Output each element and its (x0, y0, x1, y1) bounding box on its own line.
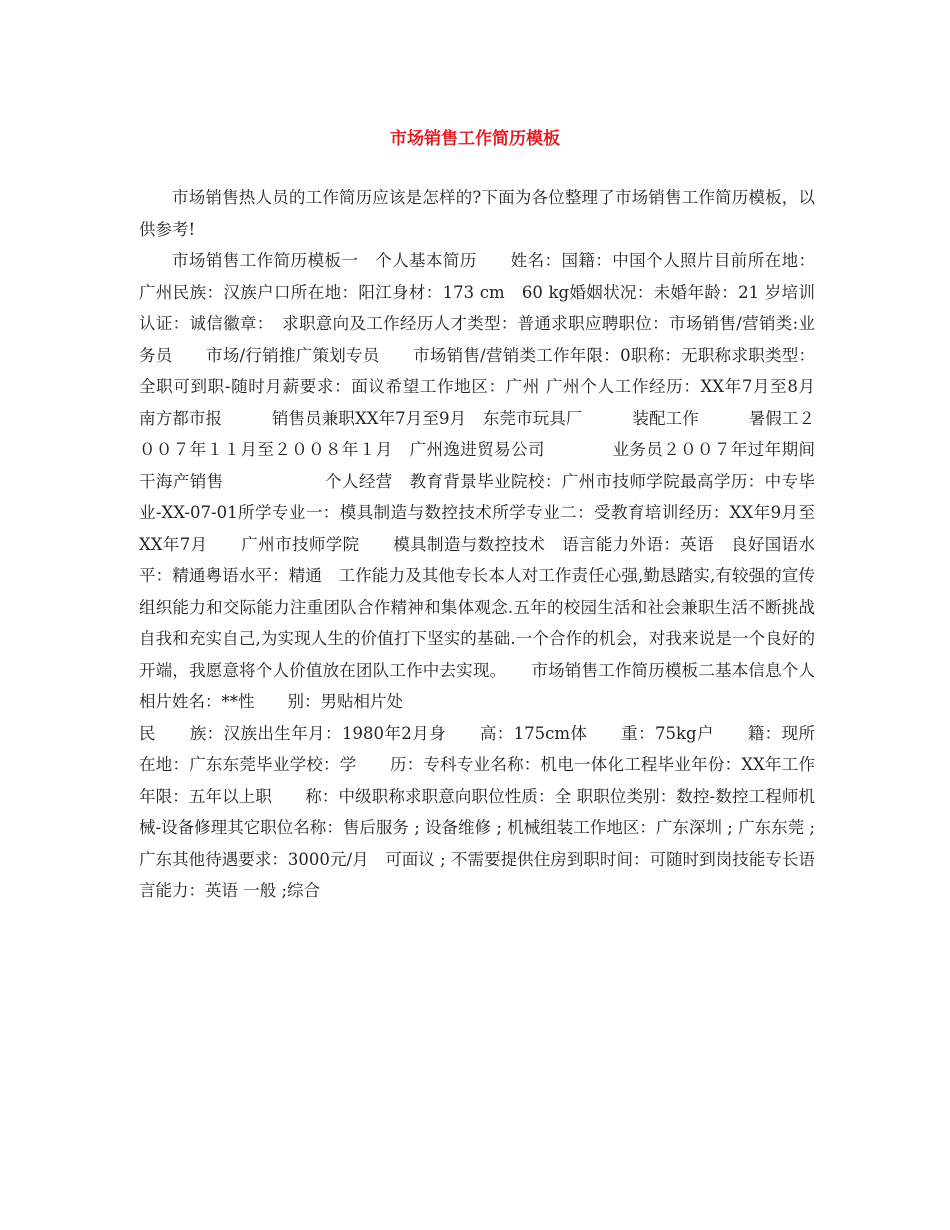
paragraph-intro: 市场销售热人员的工作简历应该是怎样的?下面为各位整理了市场销售工作简历模板，以供参考! (139, 188, 815, 239)
document-title: 市场销售工作简历模板 (390, 129, 560, 149)
paragraph-template-two: 民 族：汉族出生年月：1980年2月身 高：175cm体 重：75kg户 籍：现所在地：广东东莞毕业学校：学 历：专科专业名称：机电一体化工程毕业年份：XX年工作年限：五年以上职 称：中级职称求职意向职位性质：全 职职位类别：数控-数控工程师机械-设备修理其它职位名称：售后服务 ; 设备维修 ; 机械组装工作地区：广东深圳 ; 广东东莞 ; 广东其他待遇要求：3000元/月 可面议 ; 不需要提供住房到职时间：可随时到岗技能专长语言能力：英语 一般 ;综合 (139, 723, 815, 900)
document-body (139, 182, 832, 907)
paragraph-template-one: 市场销售工作简历模板一 个人基本简历 姓名：国籍：中国个人照片目前所在地：广州民族：汉族户口所在地：阳江身材：173 cm 60 kg婚姻状况：未婚年龄：21 岁培训认证：诚信徽章： 求职意向及工作经历人才类型：普通求职应聘职位：市场销售/营销类:业务员 市场/行销推广策划专员 市场销售/营销类工作年限：0职称：无职称求职类型：全职可到职-随时月薪要求：面议希望工作地区：广州 广州个人工作经历：XX年7月至8月 南方都市报 销售员兼职XX年7月至9月 东莞市玩具厂 装配工作 暑假工２００７年１１月至２００８年１月 广州逸进贸易公司 业务员２００７年过年期间干海产销售 个人经营 教育背景毕业院校：广州市技师学院最高学历：中专毕业-XX-07-01所学专业一：模具制造与数控技术所学专业二：受教育培训经历：XX年9月至XX年7月 广州市技师学院 模具制造与数控技术 语言能力外语：英语 良好国语水平：精通粤语水平：精通 工作能力及其他专长本人对工作责任心强,勤恳踏实,有较强的宣传组织能力和交际能力注重团队合作精神和集体观念.五年的校园生活和社会兼职生活不断挑战自我和充实自己,为实现人生的价值打下坚实的基础.一个合作的机会，对我来说是一个良好的开端，我愿意将个人价值放在团队工作中去实现。 市场销售工作简历模板二基本信息个人相片姓名：**性 别：男贴相片处 (139, 251, 832, 711)
